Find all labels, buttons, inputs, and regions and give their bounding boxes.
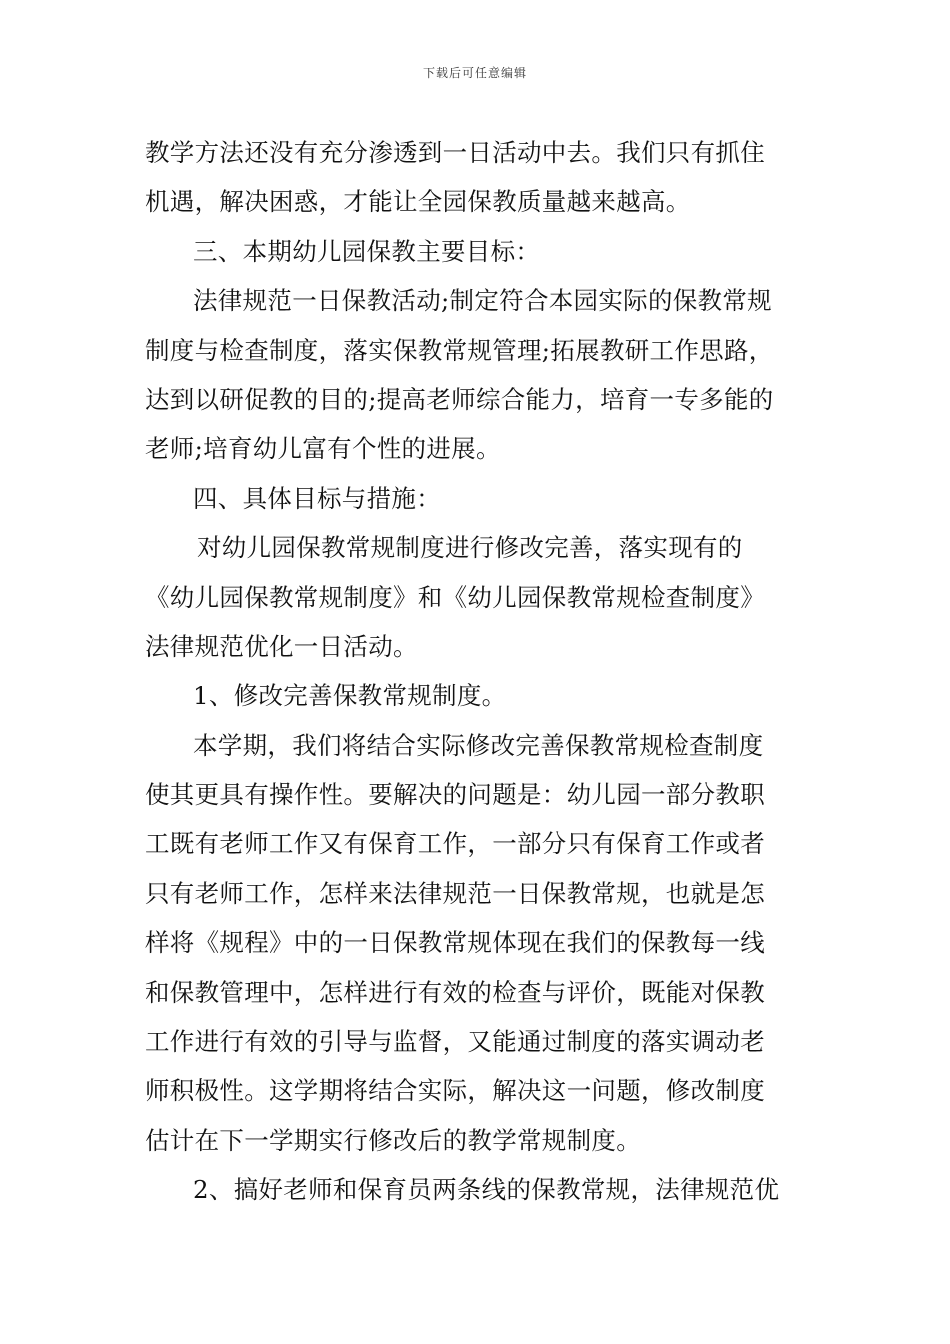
paragraph-line: 法律规范一日保教活动;制定符合本园实际的保教常规 — [193, 286, 772, 316]
paragraph-line: 对幼儿园保教常规制度进行修改完善，落实现有的 — [197, 533, 743, 563]
paragraph-line: 师积极性。这学期将结合实际，解决这一问题，修改制度 — [145, 1076, 765, 1106]
subsection-heading-2: 2、搞好老师和保育员两条线的保教常规，法律规范优 — [193, 1175, 780, 1205]
paragraph-line: 达到以研促教的目的;提高老师综合能力，培育一专多能的 — [145, 384, 774, 414]
paragraph-line: 机遇，解决困惑，才能让全园保教质量越来越高。 — [145, 187, 691, 217]
paragraph-line: 只有老师工作，怎样来法律规范一日保教常规，也就是怎 — [145, 878, 765, 908]
section-heading-4: 四、具体目标与措施： — [193, 483, 441, 513]
paragraph-line: 样将《规程》中的一日保教常规体现在我们的保教每一线 — [145, 928, 765, 958]
document-body — [145, 128, 810, 1215]
paragraph-line: 法律规范优化一日活动。 — [145, 631, 418, 661]
paragraph-line: 教学方法还没有充分渗透到一日活动中去。我们只有抓住 — [145, 138, 765, 167]
paragraph-line: 《幼儿园保教常规制度》和《幼儿园保教常规检查制度》 — [145, 582, 765, 612]
section-heading-3: 三、本期幼儿园保教主要目标： — [193, 236, 541, 266]
page-header-note: 下载后可任意编辑 — [422, 66, 527, 80]
paragraph-line: 工既有老师工作又有保育工作，一部分只有保育工作或者 — [145, 829, 765, 859]
paragraph-line: 估计在下一学期实行修改后的教学常规制度。 — [145, 1125, 641, 1155]
paragraph-line: 本学期，我们将结合实际修改完善保教常规检查制度 — [193, 730, 764, 760]
paragraph-line: 使其更具有操作性。要解决的问题是：幼儿园一部分教职 — [145, 780, 765, 810]
paragraph-line: 和保教管理中，怎样进行有效的检查与评价，既能对保教 — [145, 977, 765, 1007]
paragraph-line: 工作进行有效的引导与监督，又能通过制度的落实调动老 — [145, 1027, 765, 1057]
paragraph-line: 老师;培育幼儿富有个性的进展。 — [145, 434, 501, 464]
subsection-heading-1: 1、修改完善保教常规制度。 — [193, 681, 507, 711]
paragraph-line: 制度与检查制度，落实保教常规管理;拓展教研工作思路， — [145, 335, 774, 365]
